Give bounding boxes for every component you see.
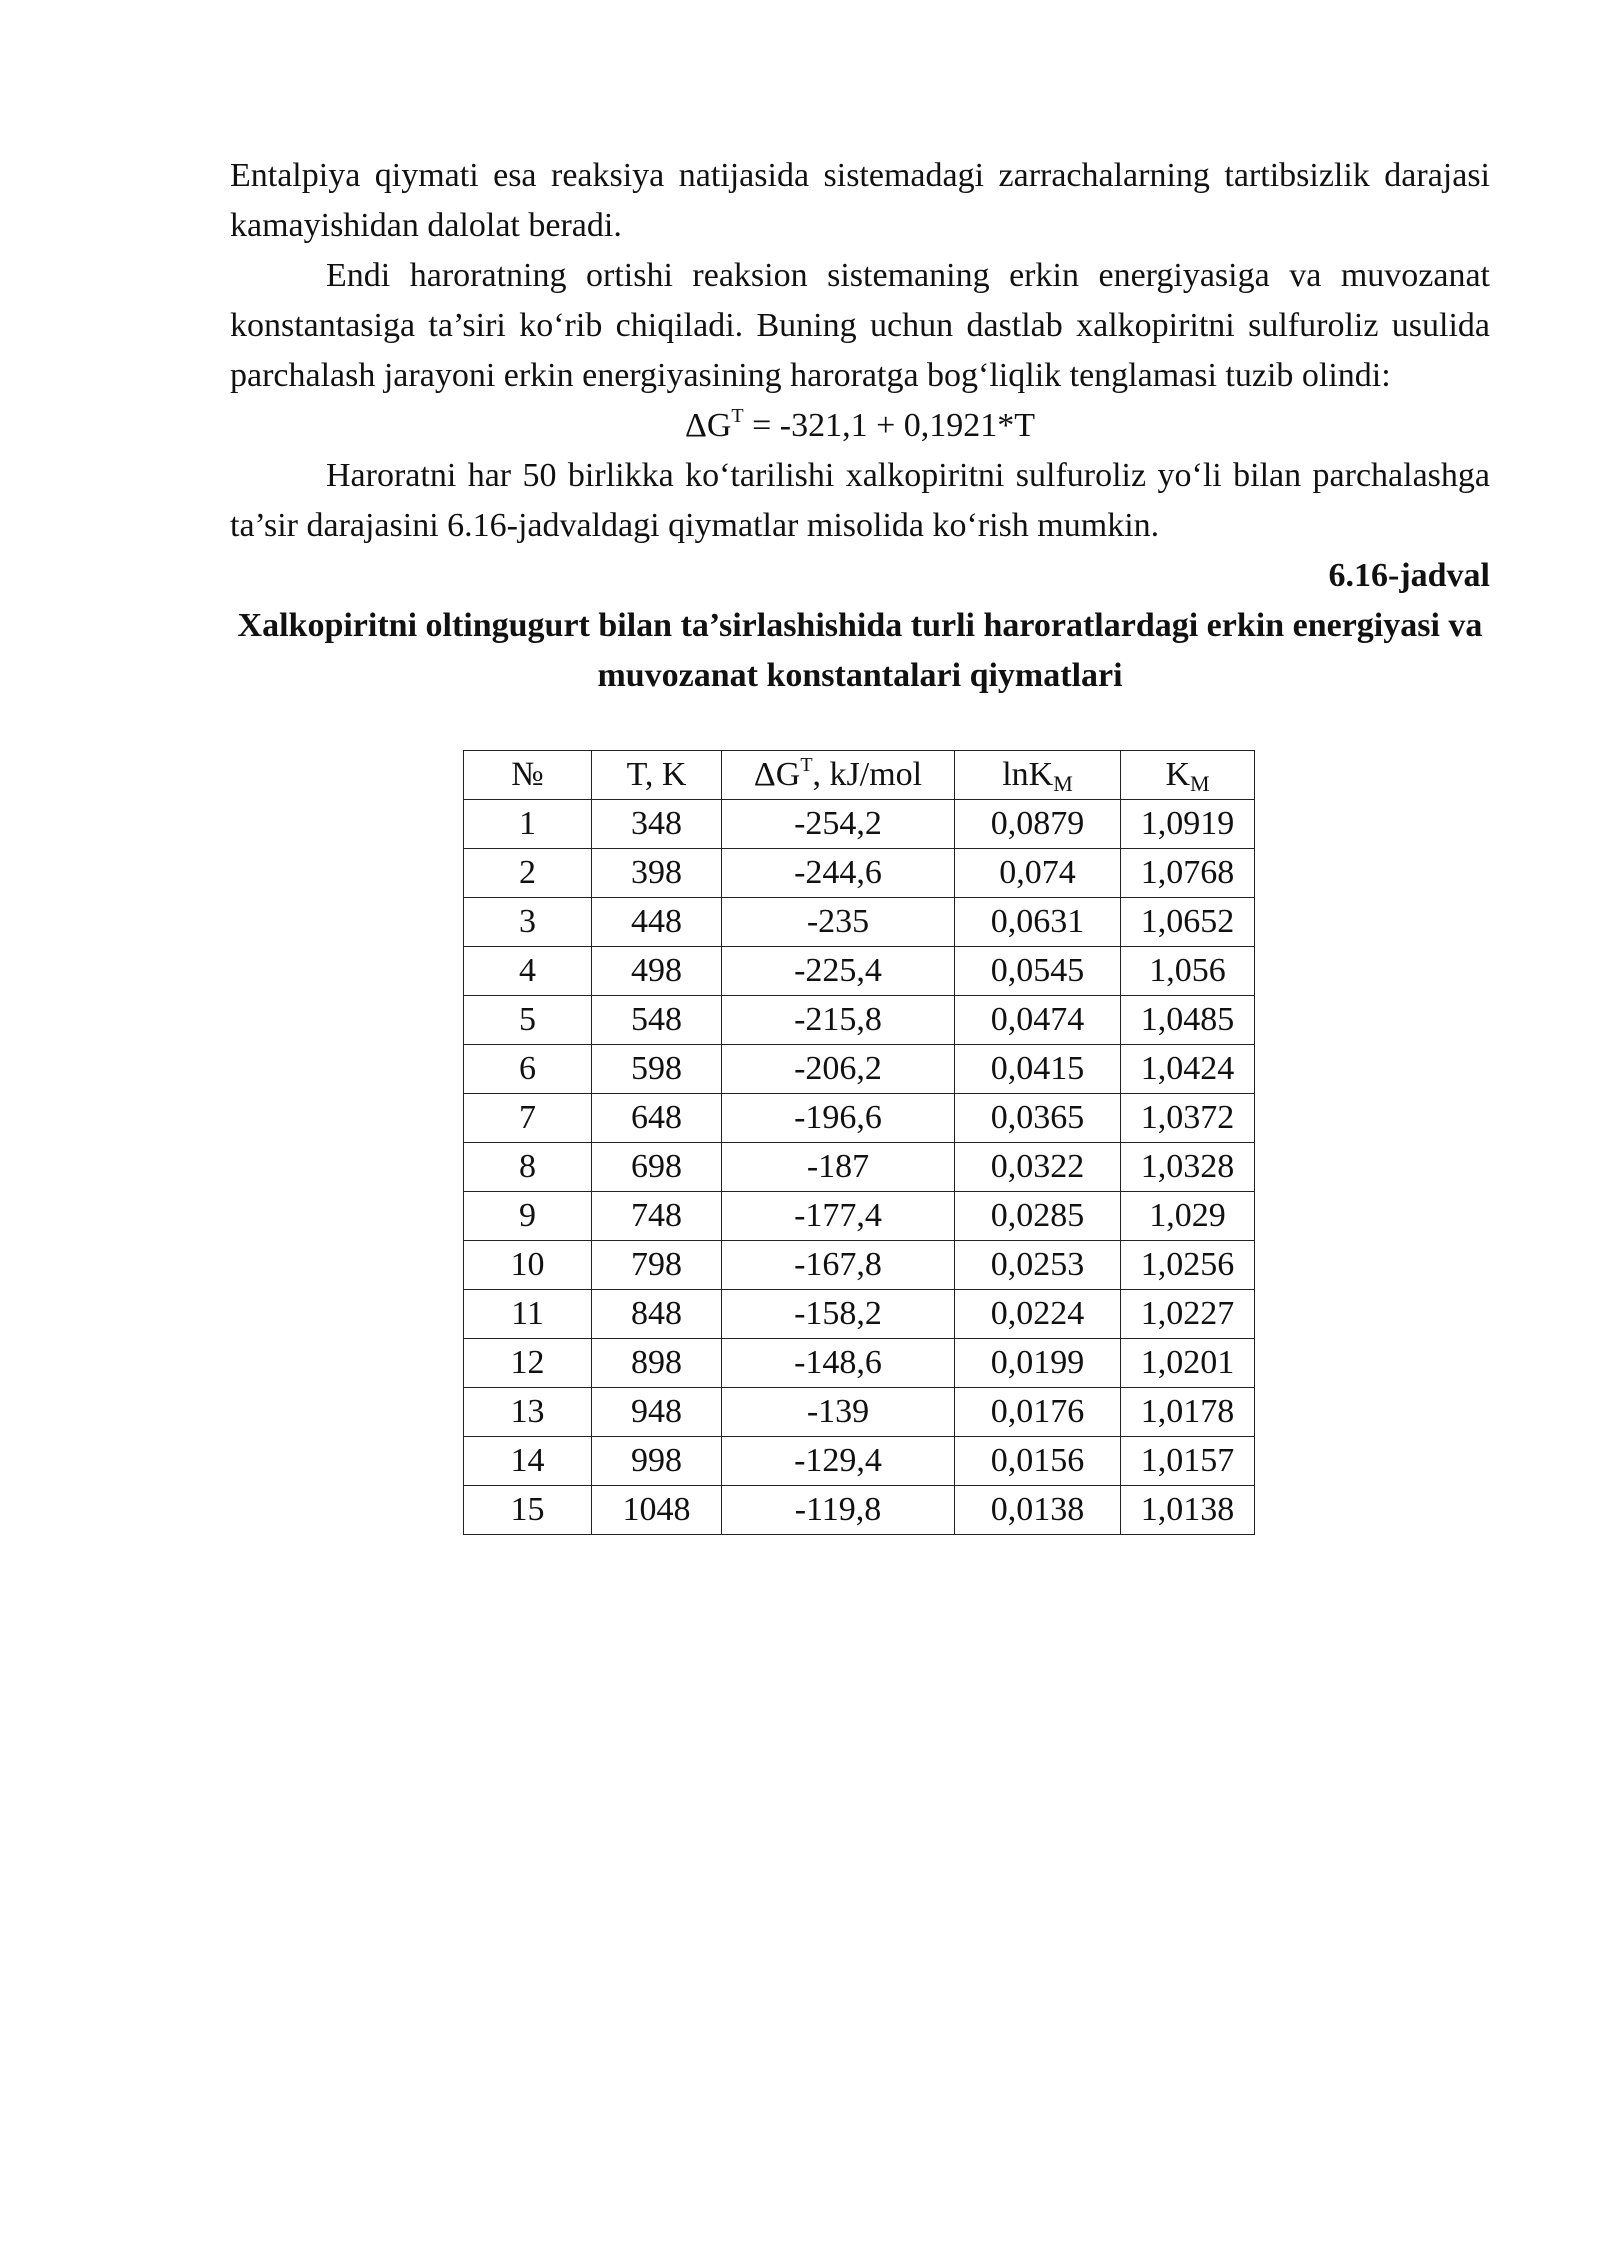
header-gibbs-superscript: T [800, 754, 813, 776]
cell-gibbs-energy: -187 [722, 1143, 955, 1192]
header-k-subscript: M [1190, 771, 1210, 796]
cell-gibbs-energy: -225,4 [722, 947, 955, 996]
cell-gibbs-energy: -215,8 [722, 996, 955, 1045]
table-title: Xalkopiritni oltingugurt bilan ta’sirlashishida turli haroratlardagi erkin energiyasi va muvozanat konstantalari qiymatlari [237, 607, 1483, 694]
cell-gibbs-energy: -244,6 [722, 849, 955, 898]
cell-ln-k: 0,0253 [955, 1241, 1121, 1290]
cell-ln-k: 0,0156 [955, 1437, 1121, 1486]
cell-ln-k: 0,0879 [955, 800, 1121, 849]
table-row [464, 849, 1255, 898]
equation-lhs-superscript: T [731, 405, 744, 427]
cell-k: 1,0485 [1121, 996, 1255, 1045]
header-gibbs-main: ΔG [753, 756, 801, 793]
table-row [464, 898, 1255, 947]
cell-temperature: 498 [592, 947, 722, 996]
cell-k: 1,0328 [1121, 1143, 1255, 1192]
cell-ln-k: 0,0474 [955, 996, 1121, 1045]
cell-gibbs-energy: -235 [722, 898, 955, 947]
cell-ln-k: 0,0224 [955, 1290, 1121, 1339]
table-row [464, 1143, 1255, 1192]
cell-number: 14 [464, 1437, 592, 1486]
cell-ln-k: 0,0415 [955, 1045, 1121, 1094]
header-ln-k-main: lnK [1002, 756, 1054, 793]
cell-gibbs-energy: -177,4 [722, 1192, 955, 1241]
cell-temperature: 548 [592, 996, 722, 1045]
cell-temperature: 698 [592, 1143, 722, 1192]
cell-k: 1,029 [1121, 1192, 1255, 1241]
cell-ln-k: 0,0631 [955, 898, 1121, 947]
cell-number: 7 [464, 1094, 592, 1143]
table-row [464, 947, 1255, 996]
cell-number: 12 [464, 1339, 592, 1388]
cell-gibbs-energy: -148,6 [722, 1339, 955, 1388]
cell-number: 13 [464, 1388, 592, 1437]
body-text [230, 151, 1490, 701]
header-k-main: K [1165, 756, 1190, 793]
cell-number: 10 [464, 1241, 592, 1290]
cell-gibbs-energy: -129,4 [722, 1437, 955, 1486]
data-table [463, 750, 1255, 1535]
cell-temperature: 948 [592, 1388, 722, 1437]
table-label: 6.16-jadval [1328, 557, 1490, 594]
table-row [464, 1437, 1255, 1486]
cell-k: 1,0424 [1121, 1045, 1255, 1094]
cell-number: 2 [464, 849, 592, 898]
cell-ln-k: 0,0176 [955, 1388, 1121, 1437]
header-gibbs-energy [722, 751, 955, 800]
cell-k: 1,0227 [1121, 1290, 1255, 1339]
table-row [464, 1290, 1255, 1339]
cell-ln-k: 0,0365 [955, 1094, 1121, 1143]
cell-number: 11 [464, 1290, 592, 1339]
table-body [464, 800, 1255, 1535]
cell-k: 1,0157 [1121, 1437, 1255, 1486]
cell-gibbs-energy: -206,2 [722, 1045, 955, 1094]
cell-gibbs-energy: -254,2 [722, 800, 955, 849]
cell-k: 1,0919 [1121, 800, 1255, 849]
equation [230, 401, 1490, 451]
equation-lhs: ΔG [684, 407, 732, 444]
cell-number: 1 [464, 800, 592, 849]
paragraph-2: Endi haroratning ortishi reaksion sistemaning erkin energiyasiga va muvozanat konstantasiga ta’siri ko‘rib chiqiladi. Buning uchun dastlab xalkopiritni sulfuroliz usulida parchalash jarayoni erkin energiyasining haroratga bog‘liqlik tenglamasi tuzib olindi: [230, 257, 1490, 394]
cell-temperature: 648 [592, 1094, 722, 1143]
cell-gibbs-energy: -167,8 [722, 1241, 955, 1290]
cell-number: 5 [464, 996, 592, 1045]
table-row [464, 1388, 1255, 1437]
cell-number: 3 [464, 898, 592, 947]
cell-temperature: 848 [592, 1290, 722, 1339]
cell-temperature: 748 [592, 1192, 722, 1241]
header-temperature: T, K [592, 751, 722, 800]
cell-temperature: 448 [592, 898, 722, 947]
table-row [464, 1192, 1255, 1241]
table-row [464, 1045, 1255, 1094]
cell-ln-k: 0,0199 [955, 1339, 1121, 1388]
cell-k: 1,0178 [1121, 1388, 1255, 1437]
cell-gibbs-energy: -196,6 [722, 1094, 955, 1143]
table-row [464, 1241, 1255, 1290]
cell-temperature: 798 [592, 1241, 722, 1290]
cell-temperature: 598 [592, 1045, 722, 1094]
cell-k: 1,0768 [1121, 849, 1255, 898]
header-ln-k-subscript: M [1053, 771, 1073, 796]
table-row [464, 996, 1255, 1045]
cell-k: 1,0372 [1121, 1094, 1255, 1143]
cell-k: 1,056 [1121, 947, 1255, 996]
cell-k: 1,0201 [1121, 1339, 1255, 1388]
cell-gibbs-energy: -158,2 [722, 1290, 955, 1339]
paragraph-3: Haroratni har 50 birlikka ko‘tarilishi xalkopiritni sulfuroliz yo‘li bilan parchalashga ta’sir darajasini 6.16-jadvaldagi qiymatlar misolida ko‘rish mumkin. [230, 457, 1490, 544]
cell-number: 4 [464, 947, 592, 996]
cell-ln-k: 0,074 [955, 849, 1121, 898]
cell-number: 8 [464, 1143, 592, 1192]
table-header-row [464, 751, 1255, 800]
table-row [464, 800, 1255, 849]
cell-number: 9 [464, 1192, 592, 1241]
cell-ln-k: 0,0138 [955, 1486, 1121, 1535]
header-ln-k [955, 751, 1121, 800]
paragraph-1: Entalpiya qiymati esa reaksiya natijasida sistemadagi zarrachalarning tartibsizlik darajasi kamayishidan dalolat beradi. [230, 157, 1490, 244]
table-row [464, 1094, 1255, 1143]
table-row [464, 1486, 1255, 1535]
header-number: № [464, 751, 592, 800]
cell-ln-k: 0,0322 [955, 1143, 1121, 1192]
cell-k: 1,0256 [1121, 1241, 1255, 1290]
cell-gibbs-energy: -119,8 [722, 1486, 955, 1535]
cell-number: 6 [464, 1045, 592, 1094]
cell-ln-k: 0,0285 [955, 1192, 1121, 1241]
cell-gibbs-energy: -139 [722, 1388, 955, 1437]
cell-k: 1,0652 [1121, 898, 1255, 947]
cell-temperature: 348 [592, 800, 722, 849]
table-row [464, 1339, 1255, 1388]
cell-ln-k: 0,0545 [955, 947, 1121, 996]
cell-temperature: 898 [592, 1339, 722, 1388]
cell-k: 1,0138 [1121, 1486, 1255, 1535]
cell-number: 15 [464, 1486, 592, 1535]
cell-temperature: 398 [592, 849, 722, 898]
header-k [1121, 751, 1255, 800]
cell-temperature: 998 [592, 1437, 722, 1486]
cell-temperature: 1048 [592, 1486, 722, 1535]
equation-rhs: = -321,1 + 0,1921*T [743, 407, 1036, 444]
header-gibbs-unit: , kJ/mol [812, 756, 923, 793]
